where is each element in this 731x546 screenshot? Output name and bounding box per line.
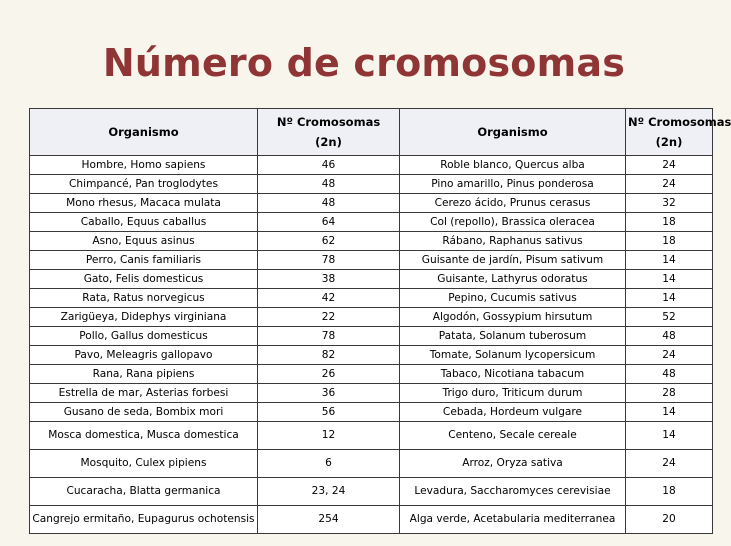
chromosome-count-cell: 14 <box>626 251 713 270</box>
organism-cell: Arroz, Oryza sativa <box>400 450 626 478</box>
organism-cell: Caballo, Equus caballus <box>30 213 258 232</box>
chromosome-count-cell: 42 <box>258 289 400 308</box>
chromosome-count-cell: 23, 24 <box>258 478 400 506</box>
chromosome-count-cell: 62 <box>258 232 400 251</box>
chromosome-count-cell: 48 <box>258 194 400 213</box>
table-row <box>30 403 713 422</box>
chromosome-count-cell: 36 <box>258 384 400 403</box>
chromosome-count-cell: 48 <box>258 175 400 194</box>
organism-cell: Mosca domestica, Musca domestica <box>30 422 258 450</box>
table-row <box>30 270 713 289</box>
chromosome-count-cell: 28 <box>626 384 713 403</box>
chromosome-count-cell: 78 <box>258 327 400 346</box>
organism-cell: Rábano, Raphanus sativus <box>400 232 626 251</box>
organism-cell: Gusano de seda, Bombix mori <box>30 403 258 422</box>
header-organism-right <box>400 109 626 156</box>
table-row <box>30 175 713 194</box>
table-row <box>30 450 713 478</box>
chromosome-count-cell: 32 <box>626 194 713 213</box>
organism-cell: Estrella de mar, Asterias forbesi <box>30 384 258 403</box>
header-count-right <box>626 109 731 156</box>
header-row <box>30 109 713 156</box>
chromosome-count-cell: 82 <box>258 346 400 365</box>
header-count-right-line2: (2n) <box>655 135 683 149</box>
organism-cell: Gato, Felis domesticus <box>30 270 258 289</box>
chromosome-count-cell: 56 <box>258 403 400 422</box>
chromosome-count-cell: 14 <box>626 403 713 422</box>
chromosome-count-cell: 14 <box>626 422 713 450</box>
organism-cell: Algodón, Gossypium hirsutum <box>400 308 626 327</box>
organism-cell: Chimpancé, Pan troglodytes <box>30 175 258 194</box>
chromosome-count-cell: 22 <box>258 308 400 327</box>
organism-cell: Tabaco, Nicotiana tabacum <box>400 365 626 384</box>
chromosome-count-cell: 24 <box>626 175 713 194</box>
organism-cell: Rana, Rana pipiens <box>30 365 258 384</box>
organism-cell: Zarigüeya, Didephys virginiana <box>30 308 258 327</box>
chromosome-count-cell: 24 <box>626 450 713 478</box>
organism-cell: Asno, Equus asinus <box>30 232 258 251</box>
chromosome-count-cell: 18 <box>626 232 713 251</box>
header-count-left <box>258 109 400 156</box>
table-row <box>30 422 713 450</box>
organism-cell: Col (repollo), Brassica oleracea <box>400 213 626 232</box>
table-row <box>30 251 713 270</box>
page-title: Número de cromosomas <box>102 41 626 85</box>
header-count-right-line1: Nº Cromosomas <box>628 115 731 129</box>
organism-cell: Hombre, Homo sapiens <box>30 156 258 175</box>
table-row <box>30 156 713 175</box>
header-organism-left <box>30 109 258 156</box>
table-row <box>30 327 713 346</box>
organism-cell: Guisante, Lathyrus odoratus <box>400 270 626 289</box>
chromosome-table <box>29 108 731 534</box>
table-header <box>30 109 731 156</box>
chromosome-count-cell: 26 <box>258 365 400 384</box>
organism-cell: Alga verde, Acetabularia mediterranea <box>400 506 626 534</box>
chromosome-count-cell: 64 <box>258 213 400 232</box>
chromosome-count-cell: 20 <box>626 506 713 534</box>
table-row <box>30 384 713 403</box>
chromosome-count-cell: 14 <box>626 270 713 289</box>
table-row <box>30 194 713 213</box>
chromosome-count-cell: 14 <box>626 289 713 308</box>
table-row <box>30 365 713 384</box>
table-row <box>30 289 713 308</box>
organism-cell: Centeno, Secale cereale <box>400 422 626 450</box>
organism-cell: Mosquito, Culex pipiens <box>30 450 258 478</box>
organism-cell: Patata, Solanum tuberosum <box>400 327 626 346</box>
chromosome-count-cell: 18 <box>626 213 713 232</box>
header-count-left-line2: (2n) <box>315 135 342 149</box>
organism-cell: Perro, Canis familiaris <box>30 251 258 270</box>
header-organism-right-label: Organismo <box>477 125 548 139</box>
organism-cell: Cangrejo ermitaño, Eupagurus ochotensis <box>30 506 258 534</box>
organism-cell: Pino amarillo, Pinus ponderosa <box>400 175 626 194</box>
organism-cell: Trigo duro, Triticum durum <box>400 384 626 403</box>
table-row <box>30 478 713 506</box>
organism-cell: Mono rhesus, Macaca mulata <box>30 194 258 213</box>
table-row <box>30 346 713 365</box>
table-row <box>30 232 713 251</box>
organism-cell: Pepino, Cucumis sativus <box>400 289 626 308</box>
header-count-left-line1: Nº Cromosomas <box>276 115 381 129</box>
chromosome-count-cell: 78 <box>258 251 400 270</box>
chromosome-count-cell: 38 <box>258 270 400 289</box>
chromosome-count-cell: 48 <box>626 327 713 346</box>
organism-cell: Pollo, Gallus domesticus <box>30 327 258 346</box>
organism-cell: Pavo, Meleagris gallopavo <box>30 346 258 365</box>
organism-cell: Guisante de jardín, Pisum sativum <box>400 251 626 270</box>
chromosome-count-cell: 52 <box>626 308 713 327</box>
chromosome-count-cell: 48 <box>626 365 713 384</box>
organism-cell: Tomate, Solanum lycopersicum <box>400 346 626 365</box>
chromosome-count-cell: 254 <box>258 506 400 534</box>
chromosome-count-cell: 24 <box>626 156 713 175</box>
organism-cell: Levadura, Saccharomyces cerevisiae <box>400 478 626 506</box>
organism-cell: Roble blanco, Quercus alba <box>400 156 626 175</box>
chromosome-count-cell: 6 <box>258 450 400 478</box>
table-row <box>30 506 713 534</box>
chromosome-count-cell: 46 <box>258 156 400 175</box>
organism-cell: Cebada, Hordeum vulgare <box>400 403 626 422</box>
organism-cell: Cerezo ácido, Prunus cerasus <box>400 194 626 213</box>
header-organism-left-label: Organismo <box>108 125 179 139</box>
chromosome-count-cell: 18 <box>626 478 713 506</box>
table-row <box>30 213 713 232</box>
chromosome-count-cell: 12 <box>258 422 400 450</box>
table-body <box>30 156 713 534</box>
table-row <box>30 308 713 327</box>
chromosome-count-cell: 24 <box>626 346 713 365</box>
organism-cell: Rata, Ratus norvegicus <box>30 289 258 308</box>
organism-cell: Cucaracha, Blatta germanica <box>30 478 258 506</box>
